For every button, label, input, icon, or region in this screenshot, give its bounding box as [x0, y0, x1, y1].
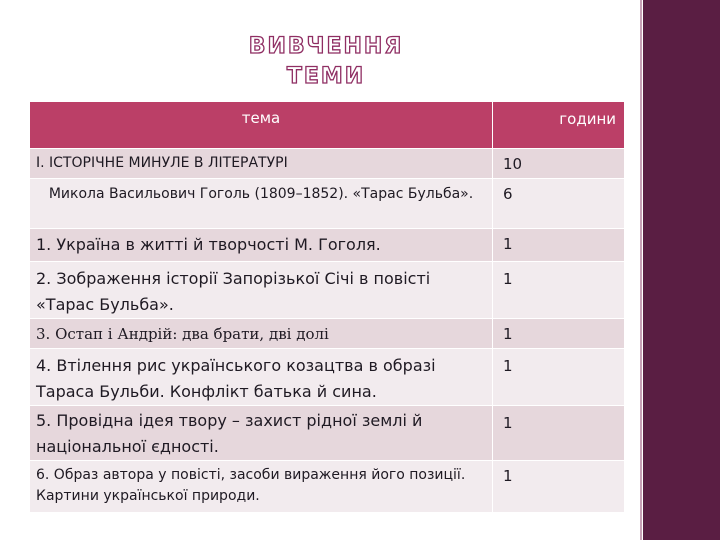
topic-cell: 6. Образ автора у повісті, засоби вираження його позиції. Картини української природи. — [30, 461, 493, 513]
table-row — [30, 319, 625, 349]
table-row — [30, 349, 625, 406]
topic-cell: Микола Васильович Гоголь (1809–1852). «Тарас Бульба». — [30, 179, 493, 229]
header-topic: тема — [30, 102, 493, 149]
hours-cell: 1 — [493, 406, 625, 461]
topic-cell: 1. Україна в житті й творчості М. Гоголя. — [30, 229, 493, 262]
slide-title: ВИВЧЕННЯ ТЕМИ — [248, 34, 404, 89]
topic-cell: 4. Втілення рис українського козацтва в образі Тараса Бульби. Конфлікт батька й сина. — [30, 349, 493, 406]
decorative-side-band — [643, 0, 720, 540]
table-row — [30, 149, 625, 179]
table-row — [30, 406, 625, 461]
topics-table — [29, 101, 625, 513]
topic-cell: 2. Зображення історії Запорізької Січі в повісті «Тарас Бульба». — [30, 262, 493, 319]
topic-cell: 5. Провідна ідея твору – захист рідної землі й національної єдності. — [30, 406, 493, 461]
table-row — [30, 262, 625, 319]
hours-cell: 1 — [493, 262, 625, 319]
hours-cell: 10 — [493, 149, 625, 179]
table-row — [30, 179, 625, 229]
table-row — [30, 461, 625, 513]
table-row — [30, 229, 625, 262]
topic-cell: 3. Остап і Андрій: два брати, дві долі — [30, 319, 493, 349]
hours-cell: 1 — [493, 461, 625, 513]
topic-cell: І. ІСТОРІЧНЕ МИНУЛЕ В ЛІТЕРАТУРІ — [30, 149, 493, 179]
header-hours: години — [493, 102, 625, 149]
hours-cell: 1 — [493, 349, 625, 406]
table-header-row — [30, 102, 625, 149]
hours-cell: 1 — [493, 319, 625, 349]
hours-cell: 6 — [493, 179, 625, 229]
hours-cell: 1 — [493, 229, 625, 262]
decorative-band-line — [640, 0, 642, 540]
